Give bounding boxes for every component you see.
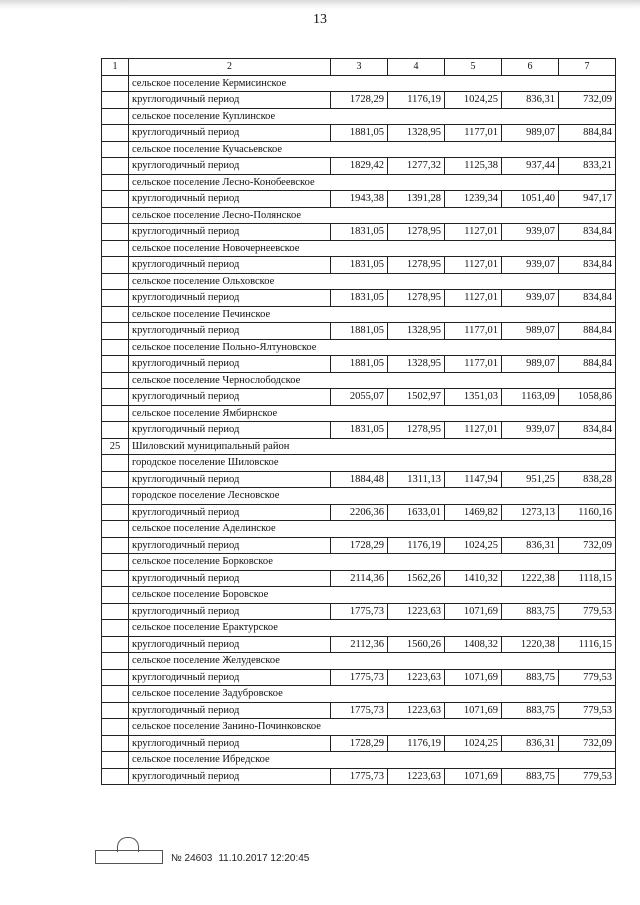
row-name: сельское поселение Аделинское	[129, 521, 616, 538]
row-name: сельское поселение Кучасьевское	[129, 141, 616, 158]
table-row-settlement	[102, 521, 616, 538]
row-index	[102, 174, 129, 191]
value-cell: 1728,29	[331, 735, 388, 752]
scan-top-edge	[0, 0, 640, 10]
row-name: круглогодичный период	[129, 224, 331, 241]
value-cell: 1408,32	[445, 636, 502, 653]
row-name: Шиловский муниципальный район	[129, 438, 616, 455]
table-row-settlement	[102, 273, 616, 290]
row-index	[102, 768, 129, 785]
row-index	[102, 207, 129, 224]
value-cell: 937,44	[502, 158, 559, 175]
value-cell: 1328,95	[388, 356, 445, 373]
value-cell: 883,75	[502, 768, 559, 785]
row-name: круглогодичный период	[129, 191, 331, 208]
value-cell: 1831,05	[331, 257, 388, 274]
value-cell: 1391,28	[388, 191, 445, 208]
table-row-period	[102, 125, 616, 142]
row-index	[102, 339, 129, 356]
value-cell: 1118,15	[559, 570, 616, 587]
value-cell: 1351,03	[445, 389, 502, 406]
value-cell: 1278,95	[388, 422, 445, 439]
table-row-period	[102, 471, 616, 488]
row-name: круглогодичный период	[129, 356, 331, 373]
value-cell: 1562,26	[388, 570, 445, 587]
row-index	[102, 570, 129, 587]
document-number: № 24603	[171, 853, 213, 864]
table-row-settlement	[102, 719, 616, 736]
table-row-district	[102, 438, 616, 455]
value-cell: 732,09	[559, 537, 616, 554]
value-cell: 1277,32	[388, 158, 445, 175]
row-index	[102, 405, 129, 422]
table-row-period	[102, 158, 616, 175]
value-cell: 1239,34	[445, 191, 502, 208]
row-index	[102, 521, 129, 538]
value-cell: 1176,19	[388, 537, 445, 554]
value-cell: 834,84	[559, 422, 616, 439]
value-cell: 833,21	[559, 158, 616, 175]
row-name: сельское поселение Лесно-Полянское	[129, 207, 616, 224]
row-index	[102, 389, 129, 406]
table-row-period	[102, 92, 616, 109]
row-name: круглогодичный период	[129, 422, 331, 439]
value-cell: 1881,05	[331, 323, 388, 340]
value-cell: 1775,73	[331, 669, 388, 686]
row-index	[102, 422, 129, 439]
value-cell: 883,75	[502, 702, 559, 719]
document-timestamp: 11.10.2017 12:20:45	[218, 853, 310, 864]
value-cell: 779,53	[559, 603, 616, 620]
row-name: сельское поселение Чернослободское	[129, 372, 616, 389]
row-index	[102, 752, 129, 769]
value-cell: 1220,38	[502, 636, 559, 653]
value-cell: 1223,63	[388, 603, 445, 620]
row-index	[102, 587, 129, 604]
value-cell: 1125,38	[445, 158, 502, 175]
row-name: круглогодичный период	[129, 125, 331, 142]
value-cell: 1728,29	[331, 92, 388, 109]
row-name: сельское поселение Ерактурское	[129, 620, 616, 637]
row-name: сельское поселение Ольховское	[129, 273, 616, 290]
value-cell: 1278,95	[388, 290, 445, 307]
value-cell: 1223,63	[388, 669, 445, 686]
value-cell: 1127,01	[445, 290, 502, 307]
value-cell: 1127,01	[445, 257, 502, 274]
table-row-settlement	[102, 306, 616, 323]
table-row-period	[102, 603, 616, 620]
row-index	[102, 488, 129, 505]
value-cell: 834,84	[559, 290, 616, 307]
row-index	[102, 653, 129, 670]
row-name: круглогодичный период	[129, 603, 331, 620]
value-cell: 779,53	[559, 768, 616, 785]
table-row-period	[102, 570, 616, 587]
row-index	[102, 735, 129, 752]
table-row-settlement	[102, 554, 616, 571]
value-cell: 884,84	[559, 356, 616, 373]
row-index	[102, 92, 129, 109]
value-cell: 1775,73	[331, 768, 388, 785]
value-cell: 779,53	[559, 669, 616, 686]
row-index	[102, 686, 129, 703]
row-name: сельское поселение Кермисинское	[129, 75, 616, 92]
row-index	[102, 141, 129, 158]
row-index	[102, 125, 129, 142]
table-row-period	[102, 768, 616, 785]
value-cell: 1410,32	[445, 570, 502, 587]
row-name: сельское поселение Задубровское	[129, 686, 616, 703]
row-name: сельское поселение Ибредское	[129, 752, 616, 769]
value-cell: 1176,19	[388, 92, 445, 109]
row-name: круглогодичный период	[129, 636, 331, 653]
value-cell: 2206,36	[331, 504, 388, 521]
value-cell: 1024,25	[445, 735, 502, 752]
row-index	[102, 75, 129, 92]
table-row-period	[102, 191, 616, 208]
value-cell: 732,09	[559, 735, 616, 752]
value-cell: 1728,29	[331, 537, 388, 554]
value-cell: 1071,69	[445, 702, 502, 719]
row-index	[102, 108, 129, 125]
registry-logo-icon	[95, 836, 165, 864]
row-name: круглогодичный период	[129, 768, 331, 785]
value-cell: 1127,01	[445, 224, 502, 241]
value-cell: 1560,26	[388, 636, 445, 653]
row-index	[102, 356, 129, 373]
value-cell: 939,07	[502, 422, 559, 439]
value-cell: 836,31	[502, 735, 559, 752]
row-index	[102, 191, 129, 208]
row-index	[102, 306, 129, 323]
value-cell: 1775,73	[331, 702, 388, 719]
value-cell: 883,75	[502, 603, 559, 620]
row-name: круглогодичный период	[129, 158, 331, 175]
table-row-period	[102, 224, 616, 241]
value-cell: 1881,05	[331, 125, 388, 142]
value-cell: 1071,69	[445, 669, 502, 686]
row-index: 25	[102, 438, 129, 455]
row-name: круглогодичный период	[129, 570, 331, 587]
row-index	[102, 158, 129, 175]
table-row-period	[102, 323, 616, 340]
table-row-period	[102, 356, 616, 373]
row-index	[102, 554, 129, 571]
table-row-period	[102, 636, 616, 653]
value-cell: 2112,36	[331, 636, 388, 653]
value-cell: 1160,16	[559, 504, 616, 521]
value-cell: 1024,25	[445, 537, 502, 554]
value-cell: 1147,94	[445, 471, 502, 488]
value-cell: 1831,05	[331, 422, 388, 439]
row-name: круглогодичный период	[129, 257, 331, 274]
value-cell: 1058,86	[559, 389, 616, 406]
header-cell: 2	[129, 59, 331, 76]
row-name: круглогодичный период	[129, 389, 331, 406]
row-name: круглогодичный период	[129, 504, 331, 521]
value-cell: 939,07	[502, 257, 559, 274]
value-cell: 1223,63	[388, 768, 445, 785]
value-cell: 989,07	[502, 323, 559, 340]
row-name: круглогодичный период	[129, 323, 331, 340]
value-cell: 1163,09	[502, 389, 559, 406]
value-cell: 1176,19	[388, 735, 445, 752]
value-cell: 1831,05	[331, 224, 388, 241]
value-cell: 989,07	[502, 356, 559, 373]
row-name: сельское поселение Польно-Ялтуновское	[129, 339, 616, 356]
table-row-settlement	[102, 174, 616, 191]
table-row-settlement	[102, 372, 616, 389]
table-row-settlement	[102, 141, 616, 158]
value-cell: 1775,73	[331, 603, 388, 620]
value-cell: 1177,01	[445, 356, 502, 373]
value-cell: 947,17	[559, 191, 616, 208]
row-index	[102, 455, 129, 472]
header-cell: 1	[102, 59, 129, 76]
table-row-settlement	[102, 620, 616, 637]
value-cell: 1884,48	[331, 471, 388, 488]
table-row-period	[102, 504, 616, 521]
value-cell: 939,07	[502, 290, 559, 307]
table-row-period	[102, 257, 616, 274]
value-cell: 1071,69	[445, 768, 502, 785]
header-row	[102, 59, 616, 76]
table-row-settlement	[102, 587, 616, 604]
value-cell: 834,84	[559, 257, 616, 274]
value-cell: 1881,05	[331, 356, 388, 373]
row-name: сельское поселение Борковское	[129, 554, 616, 571]
row-index	[102, 669, 129, 686]
row-name: городское поселение Лесновское	[129, 488, 616, 505]
row-index	[102, 372, 129, 389]
table-row-settlement	[102, 75, 616, 92]
table-row-period	[102, 422, 616, 439]
row-index	[102, 702, 129, 719]
row-name: круглогодичный период	[129, 702, 331, 719]
row-name: сельское поселение Лесно-Конобеевское	[129, 174, 616, 191]
header-cell: 5	[445, 59, 502, 76]
row-index	[102, 290, 129, 307]
value-cell: 1177,01	[445, 323, 502, 340]
table-row-settlement	[102, 108, 616, 125]
value-cell: 1222,38	[502, 570, 559, 587]
value-cell: 1831,05	[331, 290, 388, 307]
value-cell: 1127,01	[445, 422, 502, 439]
table-row-period	[102, 537, 616, 554]
row-name: круглогодичный период	[129, 735, 331, 752]
row-index	[102, 636, 129, 653]
row-name: круглогодичный период	[129, 471, 331, 488]
table-row-period	[102, 290, 616, 307]
value-cell: 884,84	[559, 323, 616, 340]
value-cell: 951,25	[502, 471, 559, 488]
value-cell: 836,31	[502, 92, 559, 109]
value-cell: 1829,42	[331, 158, 388, 175]
value-cell: 1071,69	[445, 603, 502, 620]
value-cell: 989,07	[502, 125, 559, 142]
value-cell: 1177,01	[445, 125, 502, 142]
row-name: сельское поселение Ямбирнское	[129, 405, 616, 422]
value-cell: 1223,63	[388, 702, 445, 719]
value-cell: 939,07	[502, 224, 559, 241]
table-row-settlement	[102, 752, 616, 769]
table-row-settlement	[102, 405, 616, 422]
header-cell: 4	[388, 59, 445, 76]
value-cell: 1328,95	[388, 323, 445, 340]
row-index	[102, 603, 129, 620]
table-row-period	[102, 389, 616, 406]
value-cell: 1278,95	[388, 224, 445, 241]
header-cell: 7	[559, 59, 616, 76]
value-cell: 2055,07	[331, 389, 388, 406]
page-number: 13	[313, 12, 327, 27]
row-index	[102, 323, 129, 340]
row-name: круглогодичный период	[129, 290, 331, 307]
row-name: сельское поселение Боровское	[129, 587, 616, 604]
table-row-settlement	[102, 339, 616, 356]
table-row-period	[102, 735, 616, 752]
value-cell: 1024,25	[445, 92, 502, 109]
table-row-settlement	[102, 488, 616, 505]
value-cell: 834,84	[559, 224, 616, 241]
value-cell: 883,75	[502, 669, 559, 686]
value-cell: 884,84	[559, 125, 616, 142]
table-row-period	[102, 669, 616, 686]
row-index	[102, 504, 129, 521]
header-cell: 6	[502, 59, 559, 76]
row-index	[102, 240, 129, 257]
row-name: круглогодичный период	[129, 537, 331, 554]
table-row-period	[102, 702, 616, 719]
value-cell: 1116,15	[559, 636, 616, 653]
row-index	[102, 257, 129, 274]
value-cell: 1502,97	[388, 389, 445, 406]
row-index	[102, 471, 129, 488]
row-name: круглогодичный период	[129, 92, 331, 109]
row-index	[102, 273, 129, 290]
value-cell: 1311,13	[388, 471, 445, 488]
tariff-table	[101, 58, 616, 785]
row-name: сельское поселение Занино-Починковское	[129, 719, 616, 736]
value-cell: 779,53	[559, 702, 616, 719]
value-cell: 836,31	[502, 537, 559, 554]
table-row-settlement	[102, 455, 616, 472]
value-cell: 838,28	[559, 471, 616, 488]
row-name: сельское поселение Желудевское	[129, 653, 616, 670]
header-cell: 3	[331, 59, 388, 76]
table-row-settlement	[102, 686, 616, 703]
value-cell: 732,09	[559, 92, 616, 109]
row-name: сельское поселение Новочернеевское	[129, 240, 616, 257]
row-index	[102, 620, 129, 637]
row-name: сельское поселение Печинское	[129, 306, 616, 323]
value-cell: 1328,95	[388, 125, 445, 142]
value-cell: 1633,01	[388, 504, 445, 521]
value-cell: 1469,82	[445, 504, 502, 521]
value-cell: 1273,13	[502, 504, 559, 521]
document-footer	[95, 836, 309, 864]
value-cell: 1051,40	[502, 191, 559, 208]
table-row-settlement	[102, 240, 616, 257]
table-row-settlement	[102, 653, 616, 670]
value-cell: 1943,38	[331, 191, 388, 208]
value-cell: 1278,95	[388, 257, 445, 274]
row-index	[102, 537, 129, 554]
value-cell: 2114,36	[331, 570, 388, 587]
row-name: городское поселение Шиловское	[129, 455, 616, 472]
row-name: сельское поселение Куплинское	[129, 108, 616, 125]
row-name: круглогодичный период	[129, 669, 331, 686]
table-row-settlement	[102, 207, 616, 224]
row-index	[102, 719, 129, 736]
row-index	[102, 224, 129, 241]
